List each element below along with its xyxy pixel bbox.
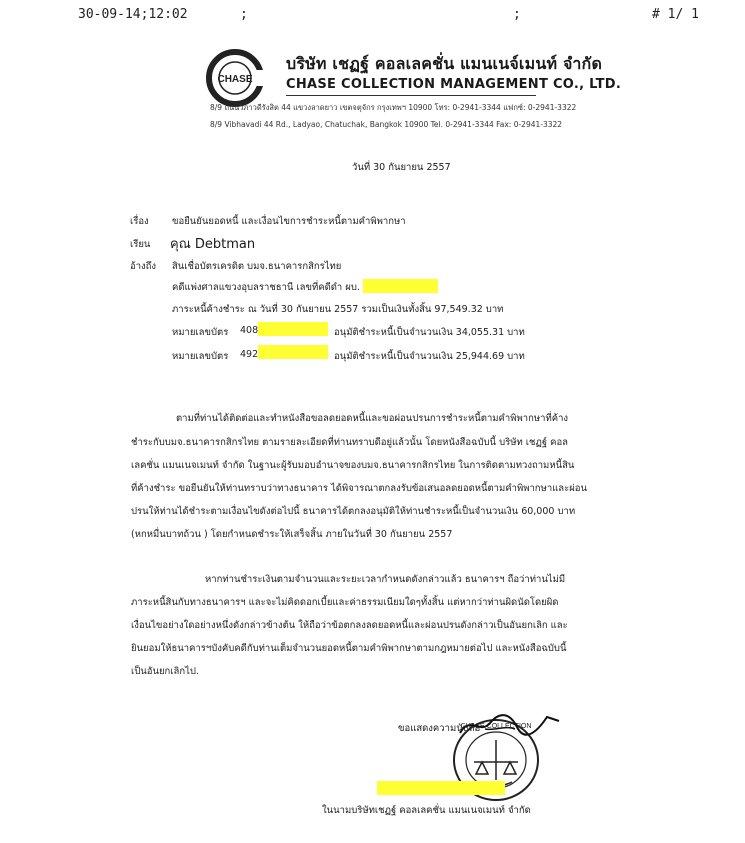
- seal-text: CHASE COLLECTION: [460, 723, 532, 730]
- card-approved-amount: อนุมัติชำระหนี้เป็นจำนวนเงิน 25,944.69 บาท: [334, 351, 525, 362]
- redaction-highlight: [377, 781, 505, 795]
- card-approved-amount: อนุมัติชำระหนี้เป็นจำนวนเงิน 34,055.31 บาท: [334, 327, 525, 338]
- signature-caption: ในนามบริษัทเชฏฐ์ คอลเลคชั่น แมนเนจเมนท์ จำกัด: [322, 805, 531, 816]
- reference-label: อ้างถึง: [130, 261, 157, 272]
- card-label: หมายเลขบัตร: [172, 351, 229, 362]
- company-name-thai: บริษัท เชฏฐ์ คอลเลคชั่น แมนเนจ์เมนท์ จำกัด: [286, 54, 603, 73]
- card-number-prefix: 408: [240, 325, 259, 336]
- subject-label: เรื่อง: [130, 216, 149, 227]
- fax-separator: ;: [240, 7, 248, 22]
- reference-line: ภาระหนี้ค้างชำระ ณ วันที่ 30 กันยายน 2557 รวมเป็นเงินทั้งสิ้น 97,549.32 บาท: [172, 304, 504, 315]
- card-label: หมายเลขบัตร: [172, 327, 229, 338]
- card-number-prefix: 492: [240, 349, 259, 360]
- body-line: เป็นอันยกเลิกไป.: [131, 666, 199, 677]
- logo-text: CHASE: [217, 74, 253, 85]
- body-line: (หกหมื่นบาทถ้วน ) โดยกำหนดชำระให้เสร็จสิ้น ภายในวันที่ 30 กันยายน 2557: [131, 529, 453, 540]
- reference-line: คดีแพ่งศาลแขวงอุบลราชธานี เลขที่คดีดำ ผบ.: [172, 282, 360, 293]
- subject-text: ขอยืนยันยอดหนี้ และเงื่อนไขการชำระหนี้ตามคำพิพากษา: [172, 216, 406, 227]
- recipient-name: คุณ Debtman: [170, 237, 256, 252]
- letterhead-rule: [286, 95, 536, 96]
- reference-line: สินเชื่อบัตรเครดิต บมจ.ธนาคารกสิกรไทย: [172, 261, 342, 272]
- recipient-label: เรียน: [130, 239, 151, 250]
- body-line: ภาระหนี้สินกับทางธนาคารฯ และจะไม่คิดดอกเบี้ยและค่าธรรมเนียมใดๆทั้งสิ้น แต่หากว่าท่านผิดนัดโดยผิด: [131, 597, 559, 608]
- body-line: ตามที่ท่านได้ติดต่อและทำหนังสือขอลดยอดหนี้และขอผ่อนปรนการชำระหนี้ตามคำพิพากษาที่ค้าง: [176, 413, 569, 424]
- body-line: เงื่อนไขอย่างใดอย่างหนึ่งดังกล่าวข้างต้น ให้ถือว่าข้อตกลงลดยอดหนี้และผ่อนปรนดังกล่าวเป็นอันยกเลิก และ: [131, 620, 568, 631]
- handwritten-signature: [455, 705, 565, 745]
- body-line: ปรนให้ท่านได้ชำระตามเงื่อนไขดังต่อไปนี้ ธนาคารได้ตกลงอนุมัติให้ท่านชำระหนี้เป็นจำนวนเงิน 60,000 บาท: [131, 506, 576, 517]
- body-line: หากท่านชำระเงินตามจำนวนและระยะเวลากำหนดดังกล่าวแล้ว ธนาคารฯ ถือว่าท่านไม่มี: [205, 574, 566, 585]
- fax-datetime: 30-09-14;12:02: [78, 7, 188, 22]
- company-logo: [205, 48, 265, 108]
- redaction-highlight: [258, 322, 328, 336]
- closing-text: ขอแสดงความนับถือ: [398, 723, 481, 734]
- body-line: ที่ค้างชำระ ขอยืนยันให้ท่านทราบว่าทางธนาคาร ได้พิจารณาตกลงรับข้อเสนอลดยอดหนี้ตามคำพิพากษาและผ่อน: [131, 483, 587, 494]
- fax-separator: ;: [513, 7, 521, 22]
- body-line: เลคชั่น แมนเนจเมนท์ จำกัด ในฐานะผู้รับมอบอำนาจของบมจ.ธนาคารกสิกรไทย ในการติดตามทวงถามหนี้สิน: [131, 460, 575, 471]
- letter-date: วันที่ 30 กันยายน 2557: [352, 162, 451, 173]
- company-address-thai: 8/9 ถนนวิภาวดีรังสิต 44 แขวงลาดยาว เขตจตุจักร กรุงเทพฯ 10900 โทร: 0-2941-3344 แฟกซ์: 0-2941-3322: [210, 103, 577, 112]
- body-line: ชำระกับบมจ.ธนาคารกสิกรไทย ตามรายละเอียดที่ท่านทราบดีอยู่แล้วนั้น โดยหนังสือฉบับนี้ บริษัท เชฏฐ์ คอล: [131, 437, 568, 448]
- fax-page-number: # 1/ 1: [652, 7, 699, 22]
- redaction-highlight: [258, 345, 328, 359]
- company-address-english: 8/9 Vibhavadi 44 Rd., Ladyao, Chatuchak, Bangkok 10900 Tel. 0-2941-3344 Fax: 0-2941-3322: [210, 120, 563, 129]
- redaction-highlight: [363, 279, 438, 293]
- body-line: ยินยอมให้ธนาคารฯบังคับคดีกับท่านเต็มจำนวนยอดหนี้ตามคำพิพากษาตามกฎหมายต่อไป และหนังสือฉบับนี้: [131, 643, 567, 654]
- company-name-english: CHASE COLLECTION MANAGEMENT CO., LTD.: [286, 77, 622, 92]
